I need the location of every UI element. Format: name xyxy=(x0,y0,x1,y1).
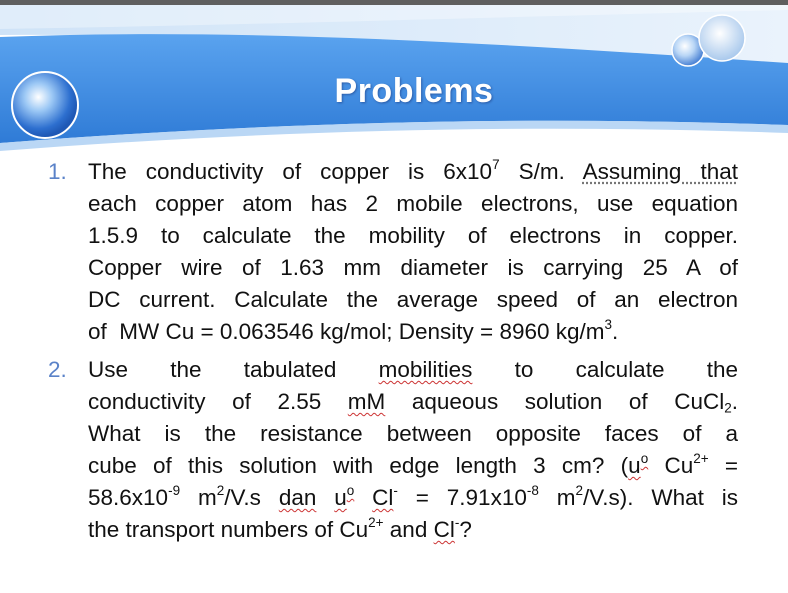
problem-2-line-3: What is the resistance between opposite faces of a xyxy=(88,421,738,446)
problem-2-line-5: $58.6x10^{-9}$ $m^2/V.s$ dan $u^o$ $Cl^- = 7.91x10^{-8}$ $m^2/V.s$). What is xyxy=(88,482,738,510)
problem-1-line-3: 1.5.9 to calculate the mobility of electrons in copper. xyxy=(88,223,738,248)
decorative-orb-pale-icon xyxy=(699,15,745,61)
problem-2-number: 2. xyxy=(48,357,67,382)
problem-2-line-6: the transport numbers of $Cu^{2+}$ and Cl-? xyxy=(88,514,472,542)
problem-1-line-1: The conductivity of copper is $6x10^7$ S/m. Assuming that xyxy=(88,156,739,184)
problem-1-number: 1. xyxy=(48,159,67,184)
problem-1-line-6: of MW Cu = 0.063546 kg/mol; Density = 8960 $kg/m^3$. xyxy=(88,316,619,344)
problem-1 xyxy=(48,156,738,348)
problem-2-line-4: cube of this solution with edge length 3 cm? ($u^o$ $Cu^{2+}$ = xyxy=(88,450,739,478)
problem-1-line-5: DC current. Calculate the average speed of an electron xyxy=(88,287,738,312)
problem-2 xyxy=(48,354,738,546)
problem-list xyxy=(48,156,738,552)
problem-1-line-4: Copper wire of 1.63 mm diameter is carrying 25 A of xyxy=(88,255,738,280)
problem-1-line-2: each copper atom has 2 mobile electrons, use equation xyxy=(88,191,738,216)
problem-2-line-1: Use the tabulated mobilities to calculate the xyxy=(88,357,738,382)
problem-2-line-2: conductivity of 2.55 mM aqueous solution of CuCl$_2$. xyxy=(88,389,738,416)
slide-title: Problems xyxy=(334,72,494,110)
